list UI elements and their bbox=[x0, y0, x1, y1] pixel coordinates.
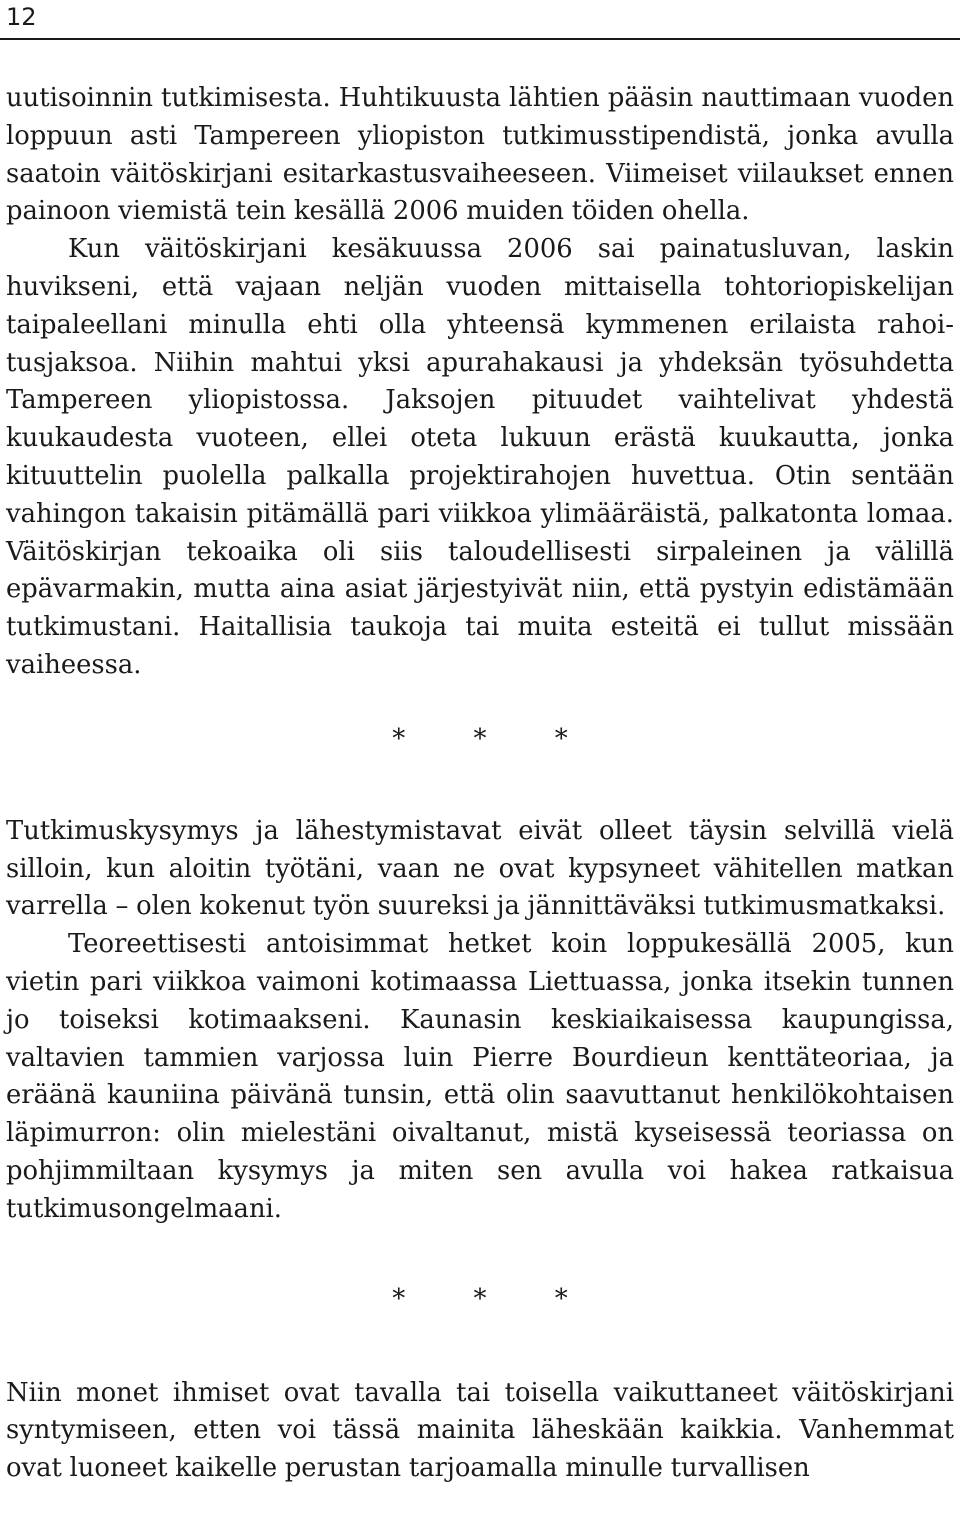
section-divider: * * * bbox=[392, 1283, 598, 1314]
body-paragraph: Kun väitöskirjani kesäkuussa 2006 sai painatusluvan, laskin huvikseni, että vajaan neljän vuoden mittaisella tohtoriopiskelijan taipaleellani minulla ehti olla yhteensä kymmenen erilaista rahoitusjaksoa. Niihin mahtui yksi apurahakausi ja yhdeksän työsuhdetta Tampereen yliopistossa. Jaksojen pituudet vaihtelivat yhdestä kuukaudesta vuoteen, ellei oteta lukuun erästä kuukautta, jonka kituuttelin puolella palkalla projektirahojen huvettua. Otin sentään vahingon takaisin pitämällä pari viikkoa ylimääräistä, palkatonta lomaa. Väitöskirjan tekoaika oli siis taloudellisesti sirpaleinen ja välillä epävarmakin, mutta aina asiat järjestyivät niin, että pystyin edistämään tutkimustani. Haitallisia taukoja tai muita esteitä ei tullut missään vaiheessa. bbox=[6, 234, 954, 680]
page-number: 12 bbox=[6, 3, 37, 31]
body-paragraph: Niin monet ihmiset ovat tavalla tai toisella vaikuttaneet väitöskirjani syntymiseen, etten voi tässä mainita läheskään kaikkia. Vanhemmat ovat luoneet kaikelle perustan tarjoamalla minulle turvallisen bbox=[6, 1377, 954, 1484]
body-paragraph: Teoreettisesti antoisimmat hetket koin loppukesällä 2005, kun vietin pari viikkoa vaimoni kotimaassa Liettuassa, jonka itsekin tunnen jo toiseksi kotimaakseni. Kaunasin keskiaikaisessa kaupungissa, valtavien tammien varjossa luin Pierre Bourdieun kenttäteoriaa, ja eräänä kauniina päivänä tunsin, että olin saavuttanut henkilökohtaisen läpimurron: olin mielestäni oivaltanut, mistä kyseisessä teoriassa on pohjimmiltaan kysymys ja miten sen avulla voi hakea ratkaisua tutkimusongelmaani. bbox=[6, 929, 954, 1224]
body-paragraph: Tutkimuskysymys ja lähestymistavat eivät olleet täysin selvillä vielä silloin, kun aloitin työtäni, vaan ne ovat kypsyneet vähitellen matkan varrella – olen kokenut työn suureksi ja jännittäväksi tutkimusmatkaksi. bbox=[6, 815, 954, 922]
page-body bbox=[6, 80, 954, 1488]
section-divider: * * * bbox=[392, 723, 598, 754]
body-paragraph: uutisoinnin tutkimisesta. Huhtikuusta lähtien pääsin nauttimaan vuoden loppuun asti Tampereen yliopiston tutkimusstipendistä, jonka avulla saatoin väitöskirjani esitarkastusvaiheeseen. Viimeiset viilaukset ennen painoon viemistä tein kesällä 2006 muiden töiden ohella. bbox=[6, 83, 954, 227]
page-header bbox=[0, 0, 960, 40]
